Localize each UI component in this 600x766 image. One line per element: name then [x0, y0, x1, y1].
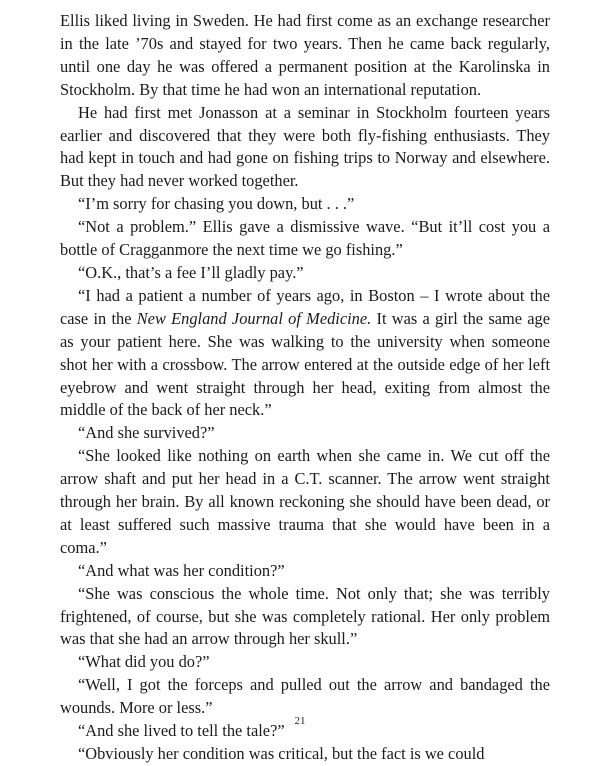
- paragraph: He had first met Jonasson at a seminar in Stockholm fourteen years earlier and discovered that they were both fly-fishing enthusiasts. They had kept in touch and had gone on fishing trips to Norway and elsewhere. But they had never worked together.: [60, 102, 550, 191]
- paragraph: “And she survived?”: [78, 423, 215, 443]
- paragraph-text: It was a girl the same age as your patient here. She was walking to the university when someone shot her with a crossbow. The arrow entered at the outside edge of her left eyebrow and went straight through her head, exiting from almost the middle of the back of her neck.”: [60, 308, 550, 420]
- paragraph: “Well, I got the forceps and pulled out the arrow and bandaged the wounds. More or less.”: [60, 675, 550, 718]
- paragraph: “What did you do?”: [78, 652, 210, 672]
- paragraph: “And what was her condition?”: [78, 560, 285, 580]
- paragraph: [60, 285, 550, 422]
- paragraph: “And she lived to tell the tale?”: [78, 721, 285, 741]
- paragraph: “I’m sorry for chasing you down, but . . .”: [78, 194, 355, 214]
- paragraph-text: “I had a patient a number of years ago, in Boston – I wrote about the case in the: [60, 285, 550, 328]
- paragraph: Ellis liked living in Sweden. He had first come as an exchange researcher in the late ’70s and stayed for two years. Then he came back regularly, until one day he was offered a permanent position at the Karolinska in Stockholm. By that time he had won an international reputation.: [60, 11, 550, 99]
- journal-title: New England Journal of Medicine.: [136, 308, 372, 328]
- paragraph: “Not a problem.” Ellis gave a dismissive wave. “But it’ll cost you a bottle of Cragganmore the next time we go fishing.”: [60, 217, 550, 260]
- paragraph: “O.K., that’s a fee I’ll gladly pay.”: [78, 262, 304, 282]
- page-body: [60, 10, 550, 766]
- paragraph: “She looked like nothing on earth when she came in. We cut off the arrow shaft and put her head in a C.T. scanner. The arrow went straight through her brain. By all known reckoning she should have been dead, or at least suffered such massive trauma that she would have been in a coma.”: [60, 446, 550, 557]
- paragraph: “She was conscious the whole time. Not only that; she was terribly frightened, of course, but she was completely rational. Her only problem was that she had an arrow through her skull.”: [60, 583, 550, 649]
- page-number: 21: [294, 715, 306, 727]
- paragraph: “Obviously her condition was critical, but the fact is we could: [78, 744, 485, 763]
